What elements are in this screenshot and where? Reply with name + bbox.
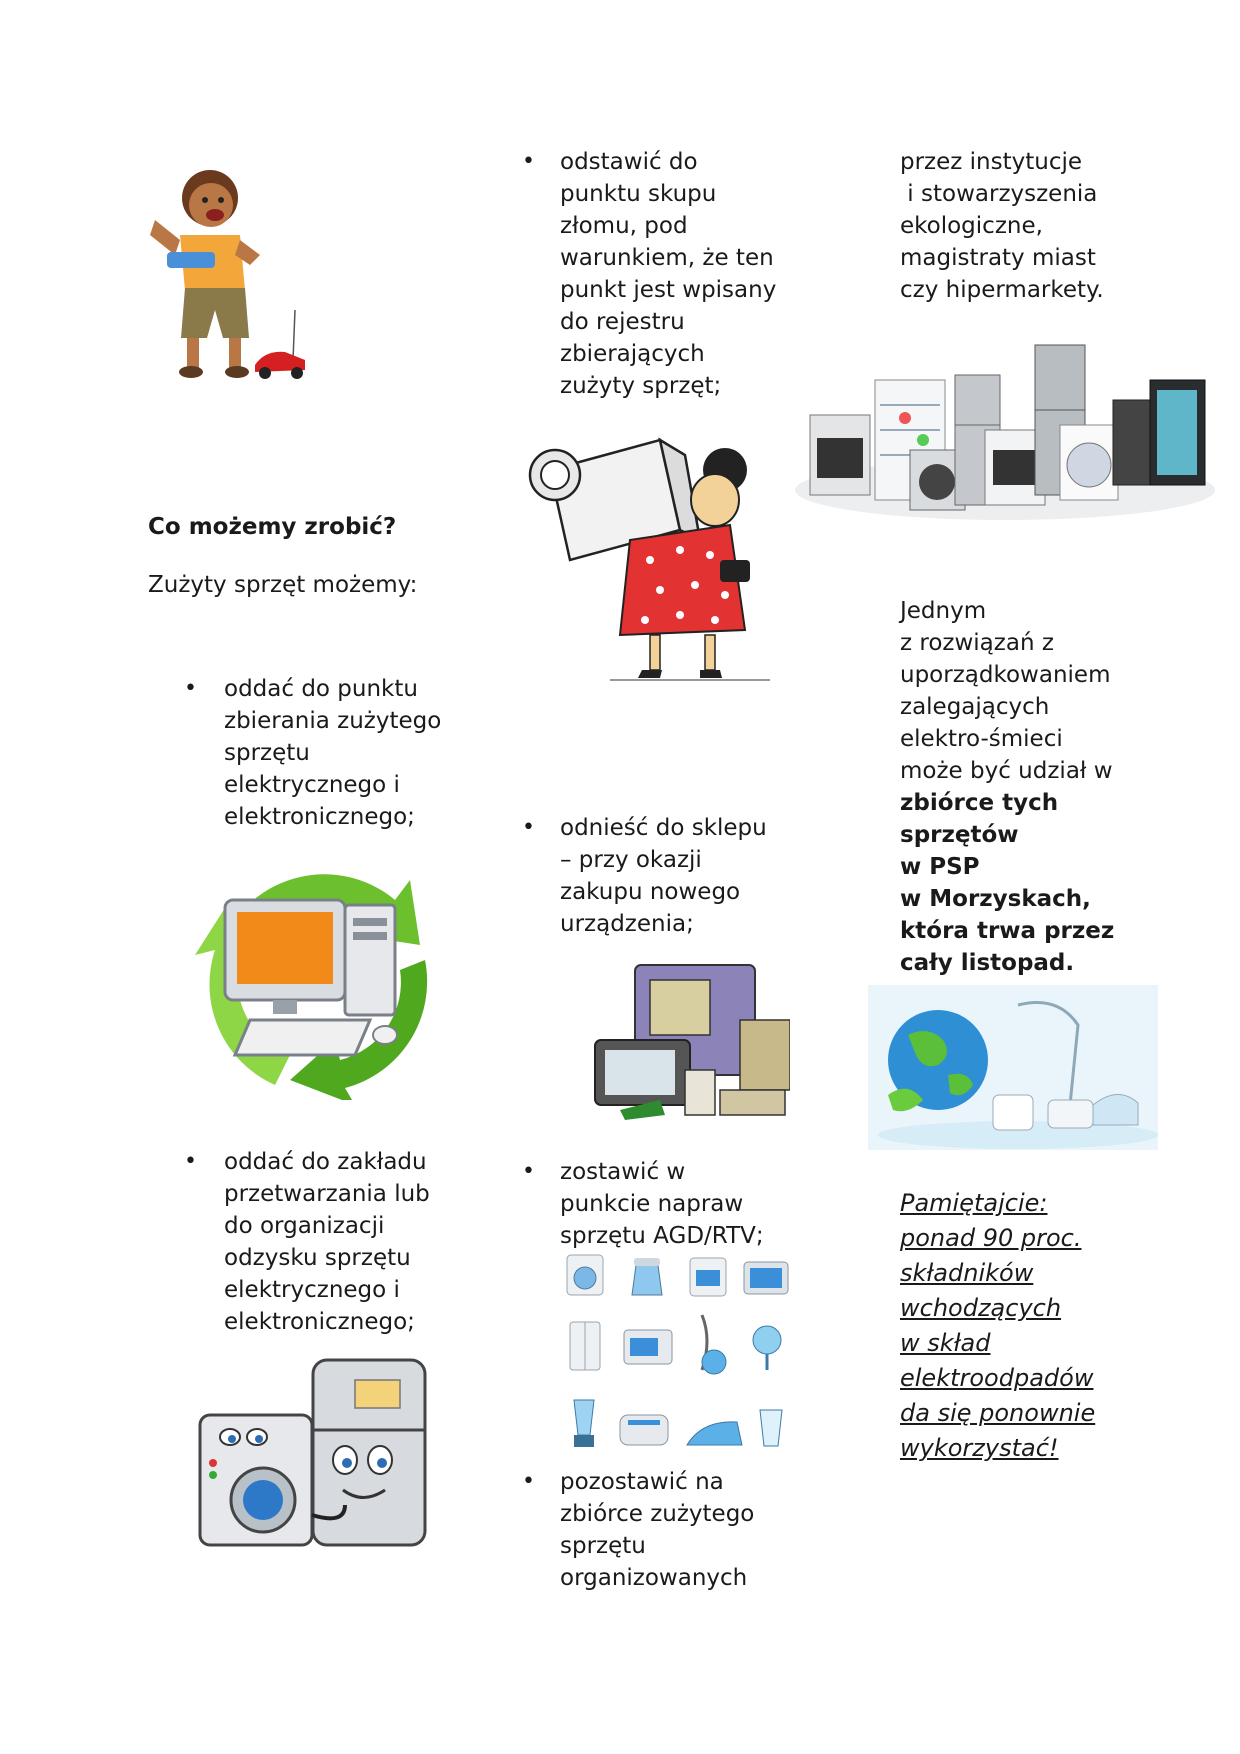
iron-icon bbox=[687, 1422, 742, 1445]
old-electronics-pile-illustration bbox=[590, 960, 790, 1125]
woman-carrying-washer-illustration bbox=[510, 430, 780, 690]
microwave-icon bbox=[624, 1330, 672, 1364]
kettle-icon bbox=[632, 1258, 662, 1295]
toaster-icon bbox=[620, 1415, 668, 1445]
eco-globe-appliances-illustration bbox=[868, 985, 1158, 1150]
recycling-computer-illustration bbox=[195, 860, 455, 1100]
boy-with-rc-car-illustration bbox=[145, 160, 320, 410]
blender-icon bbox=[574, 1400, 594, 1447]
bullet-item-scrap-yard: odstawić do punktu skupu złomu, pod warunkiem, że ten punkt jest wpisany do rejestru zbierających zużyty sprzęt; bbox=[560, 149, 777, 399]
bullet-marker: • bbox=[184, 676, 197, 701]
washing-machine-icon bbox=[567, 1255, 603, 1295]
reminder-text: Pamiętajcie: ponad 90 proc. składników wchodzących w skład elektroodpadów da się ponownie wykorzystać! bbox=[900, 1189, 1096, 1462]
solution-text: Jednym z rozwiązań z uporządkowaniem zalegających elektro-śmieci może być udział w zbiórce tych sprzętów w PSP w Morzyskach, która trwa przez cały listopad. bbox=[900, 598, 1115, 976]
bullet-item-shop: odnieść do sklepu – przy okazji zakupu nowego urządzenia; bbox=[560, 815, 767, 937]
appliances-photo bbox=[795, 340, 1215, 525]
appliance-icons-grid bbox=[562, 1250, 792, 1460]
intro-text: Zużyty sprzęt możemy: bbox=[148, 572, 418, 598]
bullet-item-collection-point: oddać do punktu zbierania zużytego sprzętu elektrycznego i elektronicznego; bbox=[224, 676, 442, 830]
fridge-icon bbox=[570, 1322, 600, 1370]
bullet-item-collection-event: pozostawić na zbiórce zużytego sprzętu organizowanych bbox=[560, 1469, 755, 1591]
section-heading: Co możemy zrobić? bbox=[148, 514, 397, 540]
cartoon-fridge-washer-illustration bbox=[195, 1355, 445, 1555]
bullet-marker: • bbox=[522, 1469, 535, 1494]
fan-icon bbox=[753, 1326, 781, 1370]
bullet-marker: • bbox=[522, 815, 535, 840]
bullet-item-processing-plant: oddać do zakładu przetwarzania lub do organizacji odzysku sprzętu elektrycznego i elektronicznego; bbox=[224, 1149, 430, 1335]
oven-icon bbox=[690, 1258, 726, 1296]
continuation-text: przez instytucje i stowarzyszenia ekologiczne, magistraty miast czy hipermarkety. bbox=[900, 149, 1104, 303]
bullet-marker: • bbox=[184, 1149, 197, 1174]
juicer-icon bbox=[760, 1410, 782, 1446]
vacuum-cleaner-icon bbox=[702, 1315, 726, 1374]
bullet-marker: • bbox=[522, 149, 535, 174]
tv-icon bbox=[744, 1262, 788, 1294]
bullet-marker: • bbox=[522, 1159, 535, 1184]
bullet-item-repair-shop: zostawić w punkcie napraw sprzętu AGD/RTV; bbox=[560, 1159, 764, 1249]
